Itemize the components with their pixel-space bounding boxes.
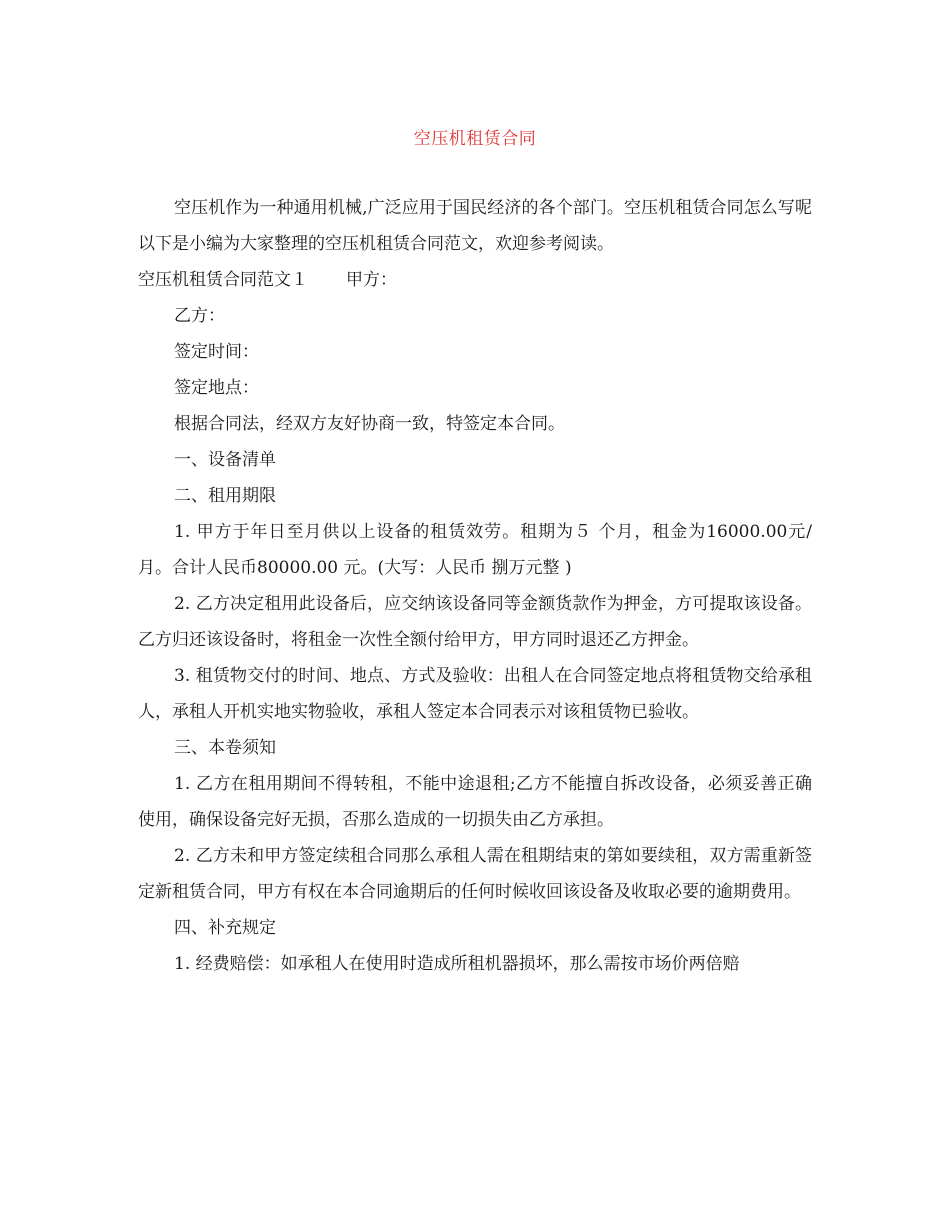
term-clause-1: 1. 甲方于年日至月供以上设备的租赁效劳。租期为５ 个月，租金为16000.00元/月。合计人民币80000.00 元。(大写：人民币 捌万元整 ) bbox=[138, 522, 812, 578]
document-body bbox=[138, 190, 812, 982]
party-b-label: 乙方： bbox=[174, 306, 225, 326]
document-title: 空压机租赁合同 bbox=[413, 129, 537, 149]
section-heading-term: 二、租用期限 bbox=[174, 486, 276, 506]
notes-clause-1: 1. 乙方在租用期间不得转租，不能中途退租;乙方不能擅自拆改设备，必须妥善正确使用，确保设备完好无损，否那么造成的一切损失由乙方承担。 bbox=[138, 774, 812, 830]
example-heading-line bbox=[138, 262, 812, 298]
notes-clause-2: 2. 乙方未和甲方签定续租合同那么承租人需在租期结束的第如要续租，双方需重新签定新租赁合同，甲方有权在本合同逾期后的任何时候收回该设备及收取必要的逾期费用。 bbox=[138, 846, 812, 902]
example-heading: 空压机租赁合同范文１ bbox=[138, 270, 308, 290]
section-heading-equipment: 一、设备清单 bbox=[174, 450, 276, 470]
term-clause-2: 2. 乙方决定租用此设备后，应交纳该设备同等金额货款作为押金，方可提取该设备。乙方归还该设备时，将租金一次性全额付给甲方，甲方同时退还乙方押金。 bbox=[138, 594, 812, 650]
term-clause-3: 3. 租赁物交付的时间、地点、方式及验收：出租人在合同签定地点将租赁物交给承租人，承租人开机实地实物验收，承租人签定本合同表示对该租赁物已验收。 bbox=[138, 666, 812, 722]
sign-time-label: 签定时间： bbox=[174, 342, 259, 362]
party-a-label: 甲方： bbox=[346, 270, 397, 290]
section-heading-notes: 三、本卷须知 bbox=[174, 738, 276, 758]
supplement-clause-1: 1. 经费赔偿：如承租人在使用时造成所租机器损坏，那么需按市场价两倍赔 bbox=[174, 954, 740, 974]
section-heading-supplement: 四、补充规定 bbox=[174, 918, 276, 938]
basis-paragraph: 根据合同法，经双方友好协商一致，特签定本合同。 bbox=[174, 414, 565, 434]
sign-place-label: 签定地点： bbox=[174, 378, 259, 398]
intro-paragraph: 空压机作为一种通用机械,广泛应用于国民经济的各个部门。空压机租赁合同怎么写呢以下是小编为大家整理的空压机租赁合同范文，欢迎参考阅读。 bbox=[138, 198, 812, 254]
